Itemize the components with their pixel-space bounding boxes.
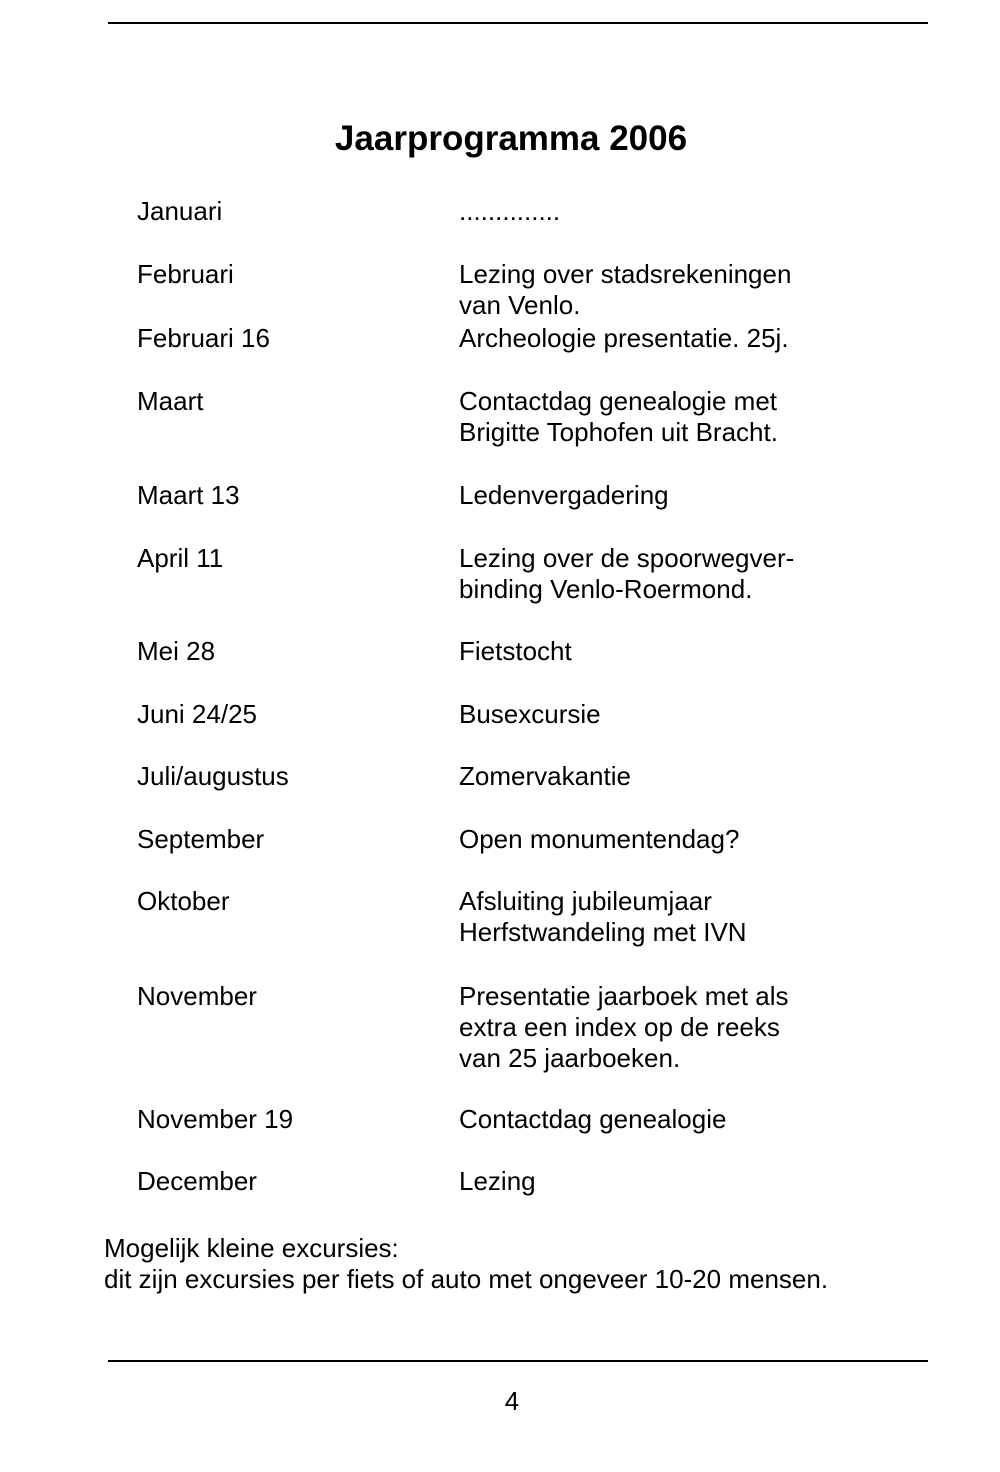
schedule-activity bbox=[459, 543, 879, 605]
schedule-date: April 11 bbox=[137, 543, 224, 573]
note-line: Mogelijk kleine excursies: bbox=[104, 1233, 399, 1263]
schedule-activity bbox=[459, 761, 879, 792]
schedule-activity bbox=[459, 196, 879, 227]
schedule-activity bbox=[459, 480, 879, 511]
schedule-date: Juli/augustus bbox=[137, 761, 289, 791]
page-title: Jaarprogramma 2006 bbox=[334, 119, 688, 158]
schedule-date: December bbox=[137, 1166, 257, 1196]
activity-line: Lezing over de spoorwegver- bbox=[459, 543, 795, 573]
excursion-note bbox=[104, 1233, 828, 1295]
bottom-rule bbox=[108, 1360, 928, 1362]
activity-line: extra een index op de reeks bbox=[459, 1012, 780, 1042]
schedule-date: Maart bbox=[137, 386, 204, 416]
page-number: 4 bbox=[504, 1386, 520, 1416]
schedule-activity bbox=[459, 1166, 879, 1197]
activity-line: Contactdag genealogie bbox=[459, 1104, 727, 1134]
schedule-date: Februari bbox=[137, 259, 234, 289]
activity-line: binding Venlo-Roermond. bbox=[459, 574, 753, 604]
activity-line: Herfstwandeling met IVN bbox=[459, 917, 747, 947]
activity-line: Lezing bbox=[459, 1166, 536, 1196]
activity-line: .............. bbox=[459, 196, 561, 226]
schedule-date: Mei 28 bbox=[137, 636, 216, 666]
activity-line: Zomervakantie bbox=[459, 761, 631, 791]
schedule-date: Maart 13 bbox=[137, 480, 240, 510]
schedule-date: Oktober bbox=[137, 886, 230, 916]
schedule-activity bbox=[459, 259, 879, 321]
schedule-date: November 19 bbox=[137, 1104, 294, 1134]
activity-line: Afsluiting jubileumjaar bbox=[459, 886, 712, 916]
schedule-date: November bbox=[137, 981, 257, 1011]
schedule-date: Februari 16 bbox=[137, 323, 270, 353]
schedule-date: Juni 24/25 bbox=[137, 699, 257, 729]
schedule-activity bbox=[459, 886, 879, 948]
activity-line: Ledenvergadering bbox=[459, 480, 669, 510]
activity-line: Presentatie jaarboek met als bbox=[459, 981, 789, 1011]
schedule-activity bbox=[459, 636, 879, 667]
schedule-activity bbox=[459, 699, 879, 730]
schedule-activity bbox=[459, 323, 879, 354]
activity-line: Open monumentendag? bbox=[459, 824, 740, 854]
activity-line: Busexcursie bbox=[459, 699, 601, 729]
schedule-date: Januari bbox=[137, 196, 223, 226]
top-rule bbox=[108, 22, 928, 24]
activity-line: Brigitte Tophofen uit Bracht. bbox=[459, 417, 778, 447]
activity-line: Fietstocht bbox=[459, 636, 572, 666]
schedule-date: September bbox=[137, 824, 265, 854]
schedule-activity bbox=[459, 386, 879, 448]
activity-line: Lezing over stadsrekeningen bbox=[459, 259, 792, 289]
note-line: dit zijn excursies per fiets of auto met ongeveer 10-20 mensen. bbox=[104, 1264, 829, 1294]
activity-line: Contactdag genealogie met bbox=[459, 386, 778, 416]
schedule-activity bbox=[459, 824, 879, 855]
activity-line: Archeologie presentatie. 25j. bbox=[459, 323, 789, 353]
schedule-activity bbox=[459, 1104, 879, 1135]
activity-line: van 25 jaarboeken. bbox=[459, 1043, 681, 1073]
schedule-activity bbox=[459, 981, 879, 1074]
activity-line: van Venlo. bbox=[459, 290, 581, 320]
